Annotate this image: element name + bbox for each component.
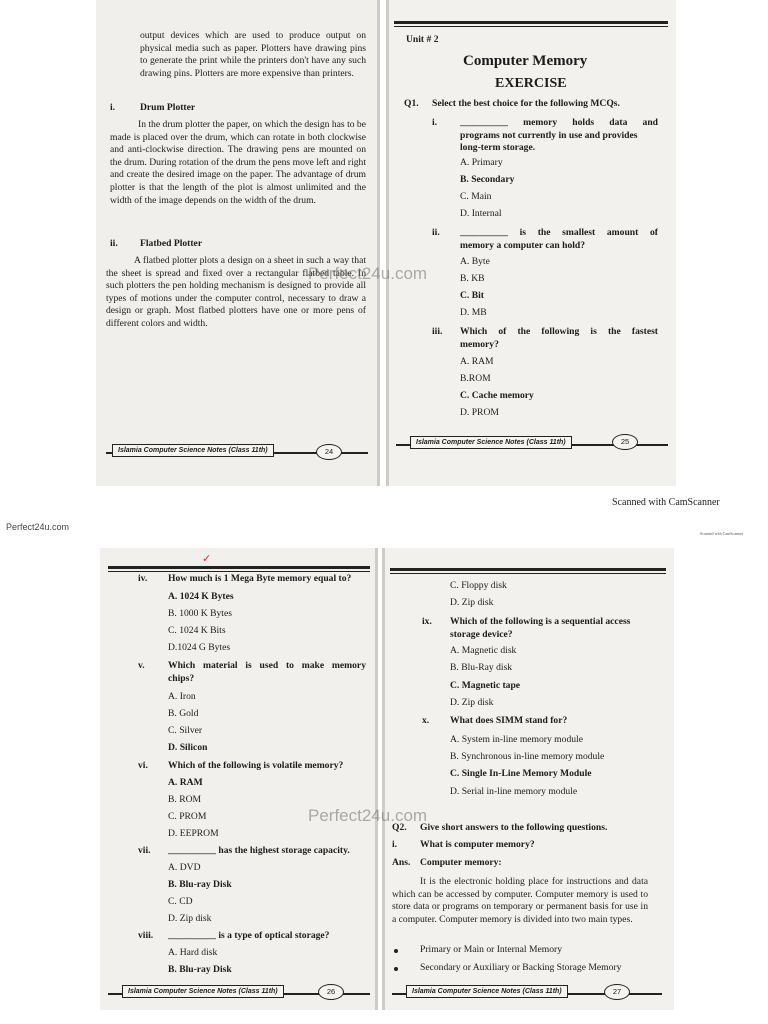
- option: D. MB: [460, 307, 487, 318]
- page-gutter: [382, 548, 385, 1010]
- flatbed-plotter-number: ii.: [110, 238, 118, 249]
- header-rule: [394, 21, 668, 24]
- option: A. Primary: [460, 157, 503, 168]
- page-number: 24: [316, 444, 342, 460]
- option: A. Magnetic disk: [450, 645, 517, 656]
- scanned-label: Scanned with CamScanner: [612, 497, 720, 508]
- question-number: iii.: [432, 326, 443, 337]
- option: B. ROM: [168, 794, 202, 805]
- page-gutter: [377, 0, 380, 486]
- answer-paragraph: It is the electronic holding place for instructions and data which can be accessed by computer. Computer memory is used to store data or programs on temporary or permanent basis for use in a computer. Computer memory is divided into two main types.: [392, 876, 648, 925]
- watermark: Perfect24u.com: [308, 806, 428, 825]
- question-line: Which material is used to make memory: [168, 660, 366, 671]
- header-rule-thin: [390, 573, 666, 574]
- option: B.ROM: [460, 373, 491, 384]
- option: C. Floppy disk: [450, 580, 507, 591]
- option: D. Internal: [460, 208, 502, 219]
- option: D. EEPROM: [168, 828, 219, 839]
- question-line: long-term storage.: [460, 142, 536, 154]
- question-text: [450, 616, 656, 641]
- option: A. Iron: [168, 691, 196, 702]
- bullet-icon: [394, 967, 398, 971]
- question-line: memory a computer can hold?: [460, 239, 586, 251]
- question-line: Which of the following is the fastest: [460, 326, 658, 337]
- option-correct: B. Secondary: [460, 174, 515, 185]
- option-correct: A. RAM: [168, 777, 203, 788]
- header-rule-thin: [108, 571, 370, 572]
- question-number: ix.: [422, 616, 432, 627]
- question-text: [168, 660, 366, 685]
- q2-text: Give short answers to the following questions.: [420, 822, 608, 833]
- option: A. RAM: [460, 356, 494, 367]
- page-gutter: [386, 0, 389, 486]
- bullet-item: Secondary or Auxiliary or Backing Storage Memory: [420, 962, 622, 973]
- question-line: Which of the following is a sequential access: [450, 616, 631, 627]
- q1-label: Q1.: [404, 98, 419, 109]
- option: C. Silver: [168, 725, 203, 736]
- option-correct: C. Cache memory: [460, 390, 534, 401]
- scanned-label-small: Scanned with CamScanner: [700, 531, 744, 536]
- question-text: How much is 1 Mega Byte memory equal to?: [168, 573, 352, 584]
- option: D. Zip disk: [168, 913, 212, 924]
- option-correct: C. Magnetic tape: [450, 680, 521, 691]
- option: D. Zip disk: [450, 697, 494, 708]
- page-number: 25: [612, 434, 638, 450]
- flatbed-plotter-paragraph: A flatbed plotter plots a design on a sheet in such a way that the sheet is spread and fixed over a rectangular flatbed table. In such plotters the pen holding mechanism is designed to provide all types of motions under the computer control, necessary to draw a design or graph. Most flatbed plotters have one or more pens of different colors and width.: [106, 255, 366, 329]
- question-number: ii.: [432, 227, 440, 238]
- question-number: x.: [422, 715, 430, 726]
- question-number: vii.: [138, 845, 151, 856]
- question-text: [460, 117, 658, 155]
- option: D. PROM: [460, 407, 499, 418]
- option: D. Serial in-line memory module: [450, 786, 578, 797]
- intro-paragraph: output devices which are used to produce output on physical media such as paper. Plotters have drawing pins to generate the print while the printers don't have any such drawing pins. Plotters are more expensive than printers.: [140, 30, 366, 79]
- short-question-number: i.: [392, 839, 398, 850]
- question-line: chips?: [168, 672, 195, 684]
- option: C. CD: [168, 896, 193, 907]
- header-rule: [390, 568, 666, 571]
- option: D.1024 G Bytes: [168, 642, 231, 653]
- page-gutter: [375, 548, 378, 1010]
- q1-text: Select the best choice for the following MCQs.: [432, 98, 620, 109]
- question-number: i.: [432, 117, 438, 128]
- option: A. System in-line memory module: [450, 734, 583, 745]
- option: B. 1000 K Bytes: [168, 608, 232, 619]
- option: B. Blu-Ray disk: [450, 662, 513, 673]
- page-27: [382, 548, 674, 1010]
- short-question-text: What is computer memory?: [420, 839, 535, 850]
- watermark: Perfect24u.com: [308, 264, 428, 283]
- question-text: Which of the following is volatile memory?: [168, 760, 344, 771]
- option: D. Zip disk: [450, 597, 494, 608]
- question-line: storage device?: [450, 628, 513, 640]
- answer-heading: Computer memory:: [420, 857, 502, 868]
- option: C. Main: [460, 191, 492, 202]
- question-number: vi.: [138, 760, 148, 771]
- page-25: [386, 0, 676, 486]
- question-line: programs not currently in use and provides: [460, 129, 638, 141]
- option: C. 1024 K Bits: [168, 625, 226, 636]
- question-text: [460, 326, 658, 351]
- footer-label: Islamia Computer Science Notes (Class 11th): [410, 436, 572, 449]
- question-text: [460, 227, 658, 252]
- header-rule: [108, 566, 370, 569]
- footer-label: Islamia Computer Science Notes (Class 11th): [112, 444, 274, 457]
- page-number: 26: [318, 984, 344, 1000]
- bullet-item: Primary or Main or Internal Memory: [420, 944, 563, 955]
- option: A. Byte: [460, 256, 490, 267]
- header-rule-thin: [394, 26, 668, 27]
- bullet-icon: [394, 949, 398, 953]
- page-title: Computer Memory: [463, 53, 588, 69]
- unit-label: Unit # 2: [406, 34, 439, 45]
- drum-plotter-heading: Drum Plotter: [140, 102, 196, 113]
- question-line: __________ memory holds data and: [460, 117, 658, 128]
- option-correct: A. 1024 K Bytes: [168, 591, 234, 602]
- option: A. DVD: [168, 862, 201, 873]
- page-24: [96, 0, 380, 486]
- footer-label: Islamia Computer Science Notes (Class 11th): [406, 985, 568, 998]
- question-number: viii.: [138, 930, 154, 941]
- question-text: What does SIMM stand for?: [450, 715, 568, 726]
- question-line: memory?: [460, 338, 499, 350]
- option-correct: B. Blu-ray Disk: [168, 964, 232, 975]
- answer-label: Ans.: [392, 857, 411, 868]
- option: B. Synchronous in-line memory module: [450, 751, 605, 762]
- page-26: [100, 548, 378, 1010]
- footer-label: Islamia Computer Science Notes (Class 11th): [122, 985, 284, 998]
- question-text: __________ has the highest storage capacity.: [168, 845, 350, 856]
- question-text: __________ is a type of optical storage?: [168, 930, 330, 941]
- q2-label: Q2.: [392, 822, 407, 833]
- option-correct: C. Single In-Line Memory Module: [450, 768, 592, 779]
- option: A. Hard disk: [168, 947, 218, 958]
- question-line: __________ is the smallest amount of: [460, 227, 658, 238]
- question-number: v.: [138, 660, 145, 671]
- option: B. Gold: [168, 708, 199, 719]
- drum-plotter-number: i.: [110, 102, 116, 113]
- option-correct: B. Blu-ray Disk: [168, 879, 232, 890]
- option: B. KB: [460, 273, 485, 284]
- checkmark-icon: ✓: [202, 552, 212, 565]
- flatbed-plotter-heading: Flatbed Plotter: [140, 238, 203, 249]
- site-label: Perfect24u.com: [6, 522, 70, 532]
- drum-plotter-paragraph: In the drum plotter the paper, on which the design has to be made is placed over the drum, which can rotate in both clockwise and anti-clockwise direction. The drawing pens are mounted on the drum. During rotation of the drum the pens move left and right and create the desired image on the paper. The advantage of drum plotter is that the length of the plot is almost unlimited and the width of the image depends on the width of the drum.: [110, 119, 366, 206]
- question-number: iv.: [138, 573, 148, 584]
- option-correct: D. Silicon: [168, 742, 208, 753]
- exercise-heading: EXERCISE: [495, 76, 567, 91]
- option-correct: C. Bit: [460, 290, 484, 301]
- page-number: 27: [604, 984, 630, 1000]
- option: C. PROM: [168, 811, 207, 822]
